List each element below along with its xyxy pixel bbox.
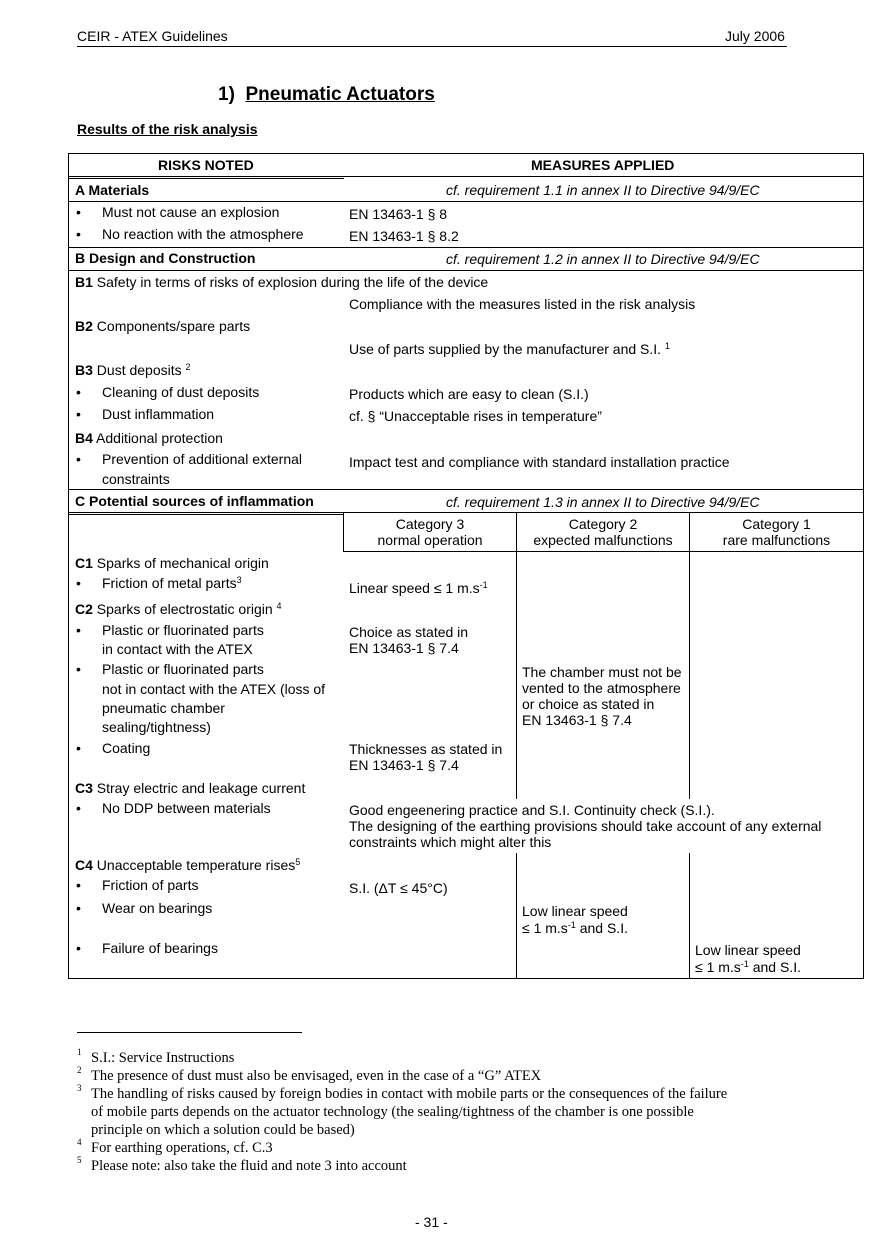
- list-item: No reaction with the atmosphere: [102, 226, 304, 242]
- table-cell-text: B3 Dust deposits $^2$: [75, 362, 191, 378]
- table-cell-text: C2 Sparks of electrostatic origin $^4$: [75, 601, 282, 617]
- table-cell-text: Compliance with the measures listed in the risk analysis: [349, 296, 696, 312]
- table-cell-text: No DDP between materials: [102, 800, 271, 816]
- table-rule: [689, 512, 690, 799]
- table-cell-text: pneumatic chamber: [102, 700, 225, 716]
- table-cell-text: in contact with the ATEX: [102, 641, 253, 657]
- section-c-ref: cf. requirement 1.3 in annex II to Directive 94/9/EC: [446, 494, 760, 510]
- footnote: Please note: also take the fluid and note 3 into account: [91, 1158, 407, 1174]
- footnote: S.I.: Service Instructions: [91, 1050, 235, 1066]
- table-cell-text: Use of parts supplied by the manufacturer and S.I. $^1$: [349, 341, 670, 357]
- table-cell-text: ≤ 1 $m.s^{-1}$ and S.I.: [695, 959, 801, 975]
- section-c-label: C Potential sources of inflammation: [75, 493, 314, 509]
- table-cell-text: B2 Components/spare parts: [75, 318, 251, 334]
- table-cell-text: 5: [77, 1155, 82, 1165]
- bullet-point: •: [76, 451, 81, 467]
- table-rule: [68, 512, 864, 513]
- table-rule: [68, 178, 344, 179]
- table-rule: [68, 153, 69, 979]
- table-cell-text: C1 Sparks of mechanical origin: [75, 555, 269, 571]
- table-cell-text: EN 13463-1 § 7.4: [349, 640, 459, 656]
- table-cell-text: B1 Safety in terms of risks of explosion during the life of the device: [75, 274, 489, 290]
- table-cell-text: Dust inflammation: [102, 406, 215, 422]
- table-cell-text: 2: [77, 1065, 82, 1075]
- table-cell-text: constraints which might alter this: [349, 834, 552, 850]
- table-cell-text: Products which are easy to clean (S.I.): [349, 386, 589, 402]
- table-rule: [689, 853, 690, 979]
- footnote-rule: [77, 1032, 302, 1033]
- table-cell-text: Category 2: [568, 516, 638, 532]
- table-cell-text: The designing of the earthing provisions should take account of any external: [349, 818, 822, 834]
- bullet-point: •: [76, 940, 81, 956]
- bullet-point: •: [76, 406, 81, 422]
- footnote: The handling of risks caused by foreign bodies in contact with mobile parts or the consequences of the failure: [91, 1086, 728, 1102]
- table-cell-text: cf. § “Unacceptable rises in temperature”: [349, 408, 602, 424]
- table-rule: [68, 176, 864, 177]
- table-rule: [68, 514, 344, 515]
- table-cell-text: Plastic or fluorinated parts: [102, 622, 264, 638]
- table-cell-text: Friction of metal parts$^3$: [102, 575, 242, 591]
- list-item: EN 13463-1 § 8: [349, 206, 448, 222]
- table-cell-text: Impact test and compliance with standard installation practice: [349, 454, 730, 470]
- table-cell-text: Low linear speed: [695, 942, 801, 958]
- bullet-point: •: [76, 900, 81, 916]
- header-rule: [77, 46, 787, 47]
- footnote: principle on which a solution could be based): [91, 1122, 355, 1138]
- table-cell-text: EN 13463-1 § 7.4: [522, 712, 632, 728]
- table-cell-text: C4 Unacceptable temperature rises$^5$: [75, 857, 301, 873]
- bullet-point: •: [76, 877, 81, 893]
- table-cell-text: The chamber must not be: [522, 664, 682, 680]
- bullet-point: •: [76, 661, 81, 677]
- table-cell-text: 4: [77, 1137, 82, 1147]
- table-cell-text: Category 3: [395, 516, 465, 532]
- header-left: CEIR - ATEX Guidelines: [77, 28, 228, 44]
- table-cell-text: or choice as stated in: [522, 696, 655, 712]
- table-rule: [516, 512, 517, 799]
- table-cell-text: expected malfunctions: [533, 532, 673, 548]
- table-cell-text: Plastic or fluorinated parts: [102, 661, 264, 677]
- table-rule: [68, 270, 864, 271]
- table-cell-text: vented to the atmosphere: [522, 680, 681, 696]
- table-cell-text: constraints: [102, 471, 170, 487]
- table-cell-text: sealing/tightness): [102, 719, 211, 735]
- table-cell-text: ≤ 1 $m.s^{-1}$ and S.I.: [522, 920, 628, 936]
- table-cell-text: Category 1: [742, 516, 811, 532]
- table-cell-text: not in contact with the ATEX (loss of: [102, 681, 326, 697]
- section-subtitle: Results of the risk analysis: [77, 121, 258, 137]
- section-a-label: A Materials: [75, 182, 150, 198]
- table-cell-text: EN 13463-1 § 7.4: [349, 757, 459, 773]
- col-measures-header: MEASURES APPLIED: [531, 157, 675, 173]
- table-cell-text: Cleaning of dust deposits: [102, 384, 260, 400]
- table-cell-text: normal operation: [377, 532, 483, 548]
- bullet-point: •: [76, 204, 81, 220]
- table-cell-text: 1: [77, 1047, 82, 1057]
- table-cell-text: Coating: [102, 740, 151, 756]
- table-cell-text: Prevention of additional external: [102, 451, 303, 467]
- section-b-ref: cf. requirement 1.2 in annex II to Directive 94/9/EC: [446, 251, 760, 267]
- page-title: 1) Pneumatic Actuators: [218, 84, 435, 105]
- section-a-ref: cf. requirement 1.1 in annex II to Directive 94/9/EC: [446, 182, 760, 198]
- list-item: Must not cause an explosion: [102, 204, 280, 220]
- table-rule: [68, 247, 864, 248]
- bullet-point: •: [76, 226, 81, 242]
- bullet-point: •: [76, 575, 81, 591]
- col-risks-header: RISKS NOTED: [158, 157, 254, 173]
- table-rule: [343, 551, 864, 552]
- table-cell-text: Thicknesses as stated in: [349, 741, 503, 757]
- table-cell-text: Good engeenering practice and S.I. Continuity check (S.I.).: [349, 802, 715, 818]
- footnote: For earthing operations, cf. C.3: [91, 1140, 273, 1156]
- table-cell-text: rare malfunctions: [722, 532, 831, 548]
- bullet-point: •: [76, 740, 81, 756]
- header-right: July 2006: [725, 28, 785, 44]
- table-cell-text: 3: [77, 1083, 82, 1093]
- table-cell-text: Choice as stated in: [349, 624, 469, 640]
- list-item: EN 13463-1 § 8.2: [349, 228, 459, 244]
- table-cell-text: Wear on bearings: [102, 900, 213, 916]
- section-b-label: B Design and Construction: [75, 250, 256, 266]
- bullet-point: •: [76, 384, 81, 400]
- table-rule: [516, 853, 517, 979]
- table-rule: [68, 489, 864, 490]
- table-cell-text: C3 Stray electric and leakage current: [75, 780, 306, 796]
- table-rule: [68, 153, 864, 154]
- table-cell-text: Low linear speed: [522, 903, 628, 919]
- table-cell-text: Linear speed ≤ 1 $m.s^{-1}$: [349, 580, 488, 596]
- table-cell-text: Friction of parts: [102, 877, 199, 893]
- bullet-point: •: [76, 800, 81, 816]
- table-rule: [68, 201, 864, 202]
- table-cell-text: Failure of bearings: [102, 940, 218, 956]
- table-cell-text: S.I. (ΔT ≤ 45°C): [349, 880, 448, 896]
- bullet-point: •: [76, 622, 81, 638]
- page-number: - 31 -: [415, 1214, 448, 1230]
- table-cell-text: B4 Additional protection: [75, 430, 223, 446]
- footnote: The presence of dust must also be envisaged, even in the case of a “G” ATEX: [91, 1068, 542, 1084]
- table-rule: [863, 153, 864, 979]
- table-rule: [68, 978, 864, 979]
- footnote: of mobile parts depends on the actuator technology (the sealing/tightness of the chamber is one possible: [91, 1104, 694, 1120]
